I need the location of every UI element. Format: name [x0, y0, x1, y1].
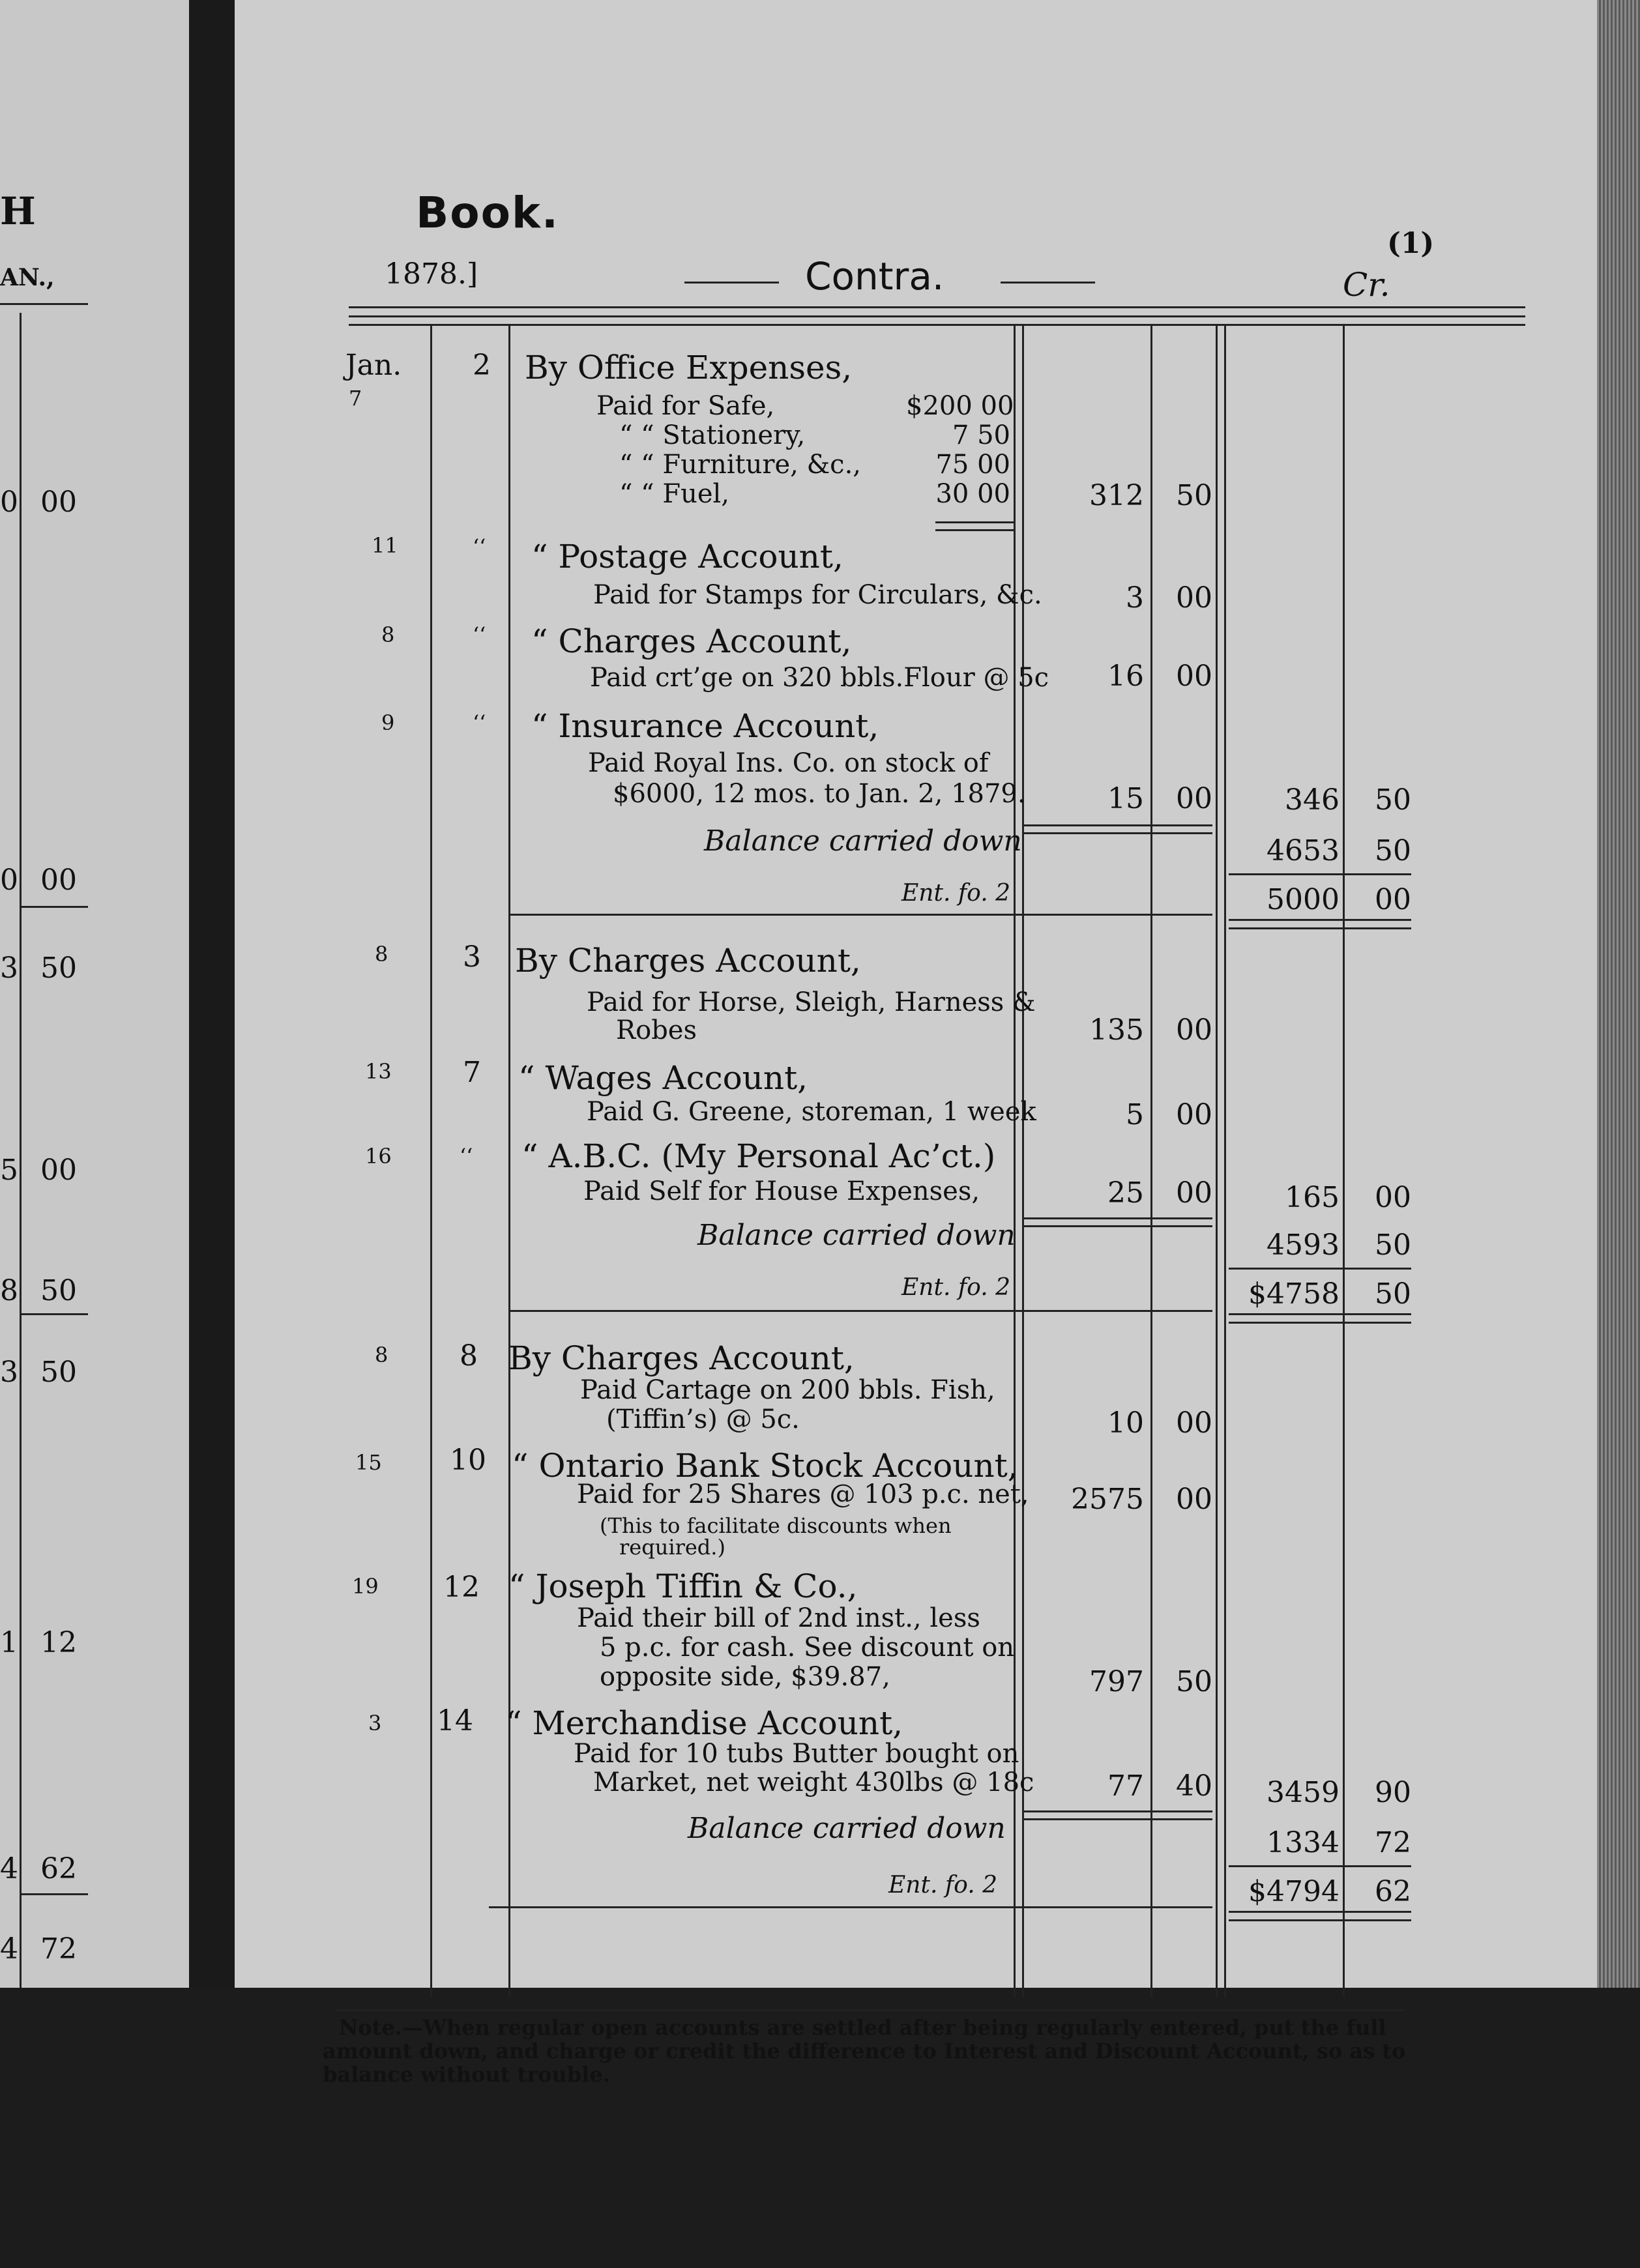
cents: 00	[1176, 1176, 1212, 1210]
footnote-line: Note.—When regular open accounts are settled after being regularly entered, put the full	[339, 2015, 1386, 2040]
left-rule	[20, 1893, 88, 1895]
left-col-line	[20, 313, 22, 2007]
header-dash	[1001, 282, 1095, 284]
sum-rule	[1229, 1313, 1411, 1315]
entry-title: “ Ontario Bank Stock Account,	[512, 1447, 1018, 1485]
sum-rule	[1229, 873, 1411, 875]
left-amount: 00	[40, 1154, 77, 1187]
sum-rule	[1229, 1865, 1411, 1867]
item-text: “ “ Fuel,	[619, 479, 730, 509]
entry-desc: Paid for 25 Shares @ 103 p.c. net,	[577, 1479, 1029, 1509]
dollars: 797	[1089, 1665, 1144, 1698]
cents: 00	[1176, 782, 1212, 815]
col-rule-cents	[1343, 326, 1345, 1998]
ditto: ‘‘	[460, 1144, 473, 1169]
entry-desc: Paid Cartage on 200 bbls. Fish,	[580, 1375, 995, 1405]
dollars: 2575	[1071, 1483, 1144, 1516]
item-amount: $200 00	[906, 391, 1014, 421]
left-amount: 00	[40, 864, 77, 897]
entry-title: By Office Expenses,	[525, 349, 853, 386]
left-header-h: H	[0, 189, 36, 233]
cents: 90	[1375, 1776, 1411, 1809]
left-amount: 12	[40, 1626, 77, 1659]
cents: 50	[1375, 1277, 1411, 1311]
sum-rule	[1229, 1268, 1411, 1270]
entry-desc: required.)	[619, 1535, 725, 1560]
note-rule	[336, 2009, 1405, 2011]
entry-desc: Paid G. Greene, storeman, 1 week	[587, 1097, 1036, 1127]
day: 19	[352, 1574, 379, 1599]
book-title: Book.	[416, 188, 559, 238]
dollars: 16	[1107, 660, 1144, 693]
header-rule	[349, 306, 1525, 308]
folio: 2	[473, 349, 491, 382]
col-rule-cents	[1150, 326, 1152, 1998]
entry-desc: Market, net weight 430lbs @ 18c	[593, 1767, 1034, 1797]
balance-label: Balance carried down	[688, 1812, 1006, 1845]
folio: 14	[437, 1704, 473, 1737]
month-label: Jan.	[345, 349, 402, 382]
dollars: 312	[1089, 479, 1144, 512]
folio: 3	[463, 940, 481, 974]
sum-rule	[1229, 927, 1411, 929]
footnote-line: balance without trouble.	[323, 2062, 610, 2087]
day: 8	[375, 942, 388, 967]
dollars: 15	[1107, 782, 1144, 815]
cents: 50	[1176, 479, 1212, 512]
folio: 10	[450, 1444, 486, 1477]
left-page	[0, 0, 189, 2014]
left-amount: 62	[40, 1852, 77, 1885]
entry-desc: Paid crt’ge on 320 bbls.Flour @ 5c	[590, 663, 1049, 693]
footnote-line: amount down, and charge or credit the difference to Interest and Discount Account, so as to	[323, 2039, 1406, 2063]
entry-title: “ Wages Account,	[518, 1059, 808, 1097]
entry-desc: (This to facilitate discounts when	[600, 1513, 952, 1538]
dollars: 135	[1089, 1013, 1144, 1047]
entry-title: By Charges Account,	[508, 1339, 855, 1377]
section-rule	[508, 914, 1212, 916]
cents: 00	[1176, 1483, 1212, 1516]
item-amount: 7 50	[952, 420, 1010, 450]
cents: 50	[1176, 1665, 1212, 1698]
sum-rule	[1229, 1911, 1411, 1913]
cents: 40	[1176, 1769, 1212, 1803]
day: 11	[372, 533, 398, 558]
entry-desc: opposite side, $39.87,	[600, 1662, 890, 1692]
sum-rule	[1023, 1225, 1212, 1227]
entry-desc: Paid their bill of 2nd inst., less	[577, 1603, 980, 1633]
left-rule	[0, 303, 88, 305]
cents: 00	[1375, 883, 1411, 916]
sum-rule	[1229, 919, 1411, 921]
cents: 00	[1176, 1098, 1212, 1131]
day: 3	[368, 1711, 382, 1736]
sum-rule	[1023, 1818, 1212, 1820]
left-amount: 72	[40, 1932, 77, 1966]
left-partial: 3	[0, 952, 18, 985]
left-amount: 50	[40, 952, 77, 985]
item-text: “ “ Furniture, &c.,	[619, 450, 862, 480]
col-rule-desc	[1022, 326, 1024, 1998]
dollars: 77	[1107, 1769, 1144, 1803]
entry-title: “ Insurance Account,	[531, 707, 879, 745]
header-dash	[684, 282, 779, 284]
dollars: 5000	[1267, 883, 1340, 916]
left-amount: 50	[40, 1356, 77, 1389]
cr-label: Cr.	[1343, 266, 1390, 304]
entry-folio-ref: Ent. fo. 2	[901, 880, 1010, 907]
entry-desc: Paid Royal Ins. Co. on stock of	[588, 748, 989, 778]
left-rule	[20, 1313, 88, 1315]
section-rule	[489, 1906, 1212, 1908]
sum-rule	[1229, 1919, 1411, 1921]
dollars: 1334	[1267, 1826, 1340, 1859]
item-amount: 75 00	[935, 450, 1010, 480]
day: 15	[355, 1450, 382, 1475]
entry-desc: Paid Self for House Expenses,	[583, 1176, 980, 1206]
entry-desc: Robes	[616, 1015, 697, 1045]
ditto: ‘‘	[473, 710, 486, 735]
contra-label: Contra.	[805, 254, 944, 298]
year-label: 1878.]	[385, 257, 478, 291]
left-partial: 4	[0, 1932, 18, 1966]
cents: 50	[1375, 783, 1411, 817]
left-header-an: AN.,	[0, 264, 55, 291]
entry-title: “ Joseph Tiffin & Co.,	[508, 1567, 858, 1605]
entry-desc: Paid for Stamps for Circulars, &c.	[593, 580, 1042, 610]
entry-title: “ A.B.C. (My Personal Ac’ct.)	[521, 1137, 996, 1175]
ledger-page	[235, 0, 1597, 1988]
sum-rule	[1023, 832, 1212, 834]
sum-rule	[1023, 824, 1212, 826]
entry-desc: 5 p.c. for cash. See discount on	[600, 1633, 1015, 1663]
subtotal-rule	[935, 521, 1014, 523]
folio: 7	[463, 1056, 481, 1089]
cents: 00	[1375, 1181, 1411, 1214]
book-gutter	[189, 0, 235, 2268]
dollars: 165	[1285, 1181, 1340, 1214]
entry-title: By Charges Account,	[515, 942, 861, 980]
balance-label: Balance carried down	[697, 1219, 1016, 1252]
dollars: $4758	[1248, 1277, 1340, 1311]
section-rule	[508, 1310, 1212, 1312]
cents: 00	[1176, 581, 1212, 615]
left-rule	[20, 906, 88, 908]
item-text: Paid for Safe,	[596, 391, 775, 421]
balance-label: Balance carried down	[704, 824, 1022, 858]
dollars: $4794	[1248, 1875, 1340, 1908]
day: 8	[381, 622, 395, 647]
entry-desc: Paid for Horse, Sleigh, Harness &	[587, 987, 1036, 1017]
dollars: 3	[1126, 581, 1144, 615]
cents: 72	[1375, 1826, 1411, 1859]
left-partial: 5	[0, 1154, 18, 1187]
header-rule	[349, 324, 1525, 326]
dollars: 346	[1285, 783, 1340, 817]
day: 13	[365, 1059, 392, 1084]
entry-title: “ Charges Account,	[531, 622, 852, 660]
left-partial: 4	[0, 1852, 18, 1885]
ditto: ‘‘	[473, 534, 486, 559]
dollars: 25	[1107, 1176, 1144, 1210]
page-number: (1)	[1387, 227, 1435, 260]
sum-rule	[1229, 1322, 1411, 1324]
entry-desc: (Tiffin’s) @ 5c.	[606, 1404, 800, 1434]
col-rule-inner	[1216, 326, 1218, 1998]
left-partial: 1	[0, 1626, 18, 1659]
item-amount: 30 00	[935, 479, 1010, 509]
left-partial: 8	[0, 1274, 18, 1307]
day: 9	[381, 710, 395, 735]
entry-title: “ Postage Account,	[531, 538, 843, 575]
cents: 00	[1176, 1013, 1212, 1047]
col-rule-inner	[1224, 326, 1226, 1998]
col-rule-folio	[508, 326, 510, 1998]
sum-rule	[1023, 1810, 1212, 1812]
ditto: ‘‘	[473, 622, 486, 647]
entry-desc: $6000, 12 mos. to Jan. 2, 1879.	[613, 779, 1026, 809]
page-edges	[1597, 0, 1640, 2268]
cents: 50	[1375, 1228, 1411, 1262]
entry-title: “ Merchandise Account,	[505, 1704, 903, 1742]
dollars: 4593	[1267, 1228, 1340, 1262]
cents: 00	[1176, 660, 1212, 693]
dollars: 10	[1107, 1406, 1144, 1440]
left-partial: 0	[0, 864, 18, 897]
subtotal-rule	[935, 529, 1014, 531]
cents: 62	[1375, 1875, 1411, 1908]
entry-folio-ref: Ent. fo. 2	[888, 1872, 997, 1898]
sum-rule	[1023, 1217, 1212, 1219]
day: 8	[375, 1343, 388, 1367]
cents: 50	[1375, 834, 1411, 867]
item-text: “ “ Stationery,	[619, 420, 806, 450]
dollars: 5	[1126, 1098, 1144, 1131]
entry-desc: Paid for 10 tubs Butter bought on	[574, 1739, 1019, 1769]
left-partial: 0	[0, 486, 18, 519]
entry-folio-ref: Ent. fo. 2	[901, 1274, 1010, 1301]
left-amount: 00	[40, 486, 77, 519]
dollars: 3459	[1267, 1776, 1340, 1809]
folio: 12	[443, 1571, 480, 1604]
day: 7	[349, 386, 362, 411]
header-rule	[349, 315, 1525, 317]
folio: 8	[460, 1339, 478, 1373]
left-partial: 3	[0, 1356, 18, 1389]
left-amount: 50	[40, 1274, 77, 1307]
dollars: 4653	[1267, 834, 1340, 867]
day: 16	[365, 1144, 392, 1169]
cents: 00	[1176, 1406, 1212, 1440]
col-rule-date	[430, 326, 432, 1998]
